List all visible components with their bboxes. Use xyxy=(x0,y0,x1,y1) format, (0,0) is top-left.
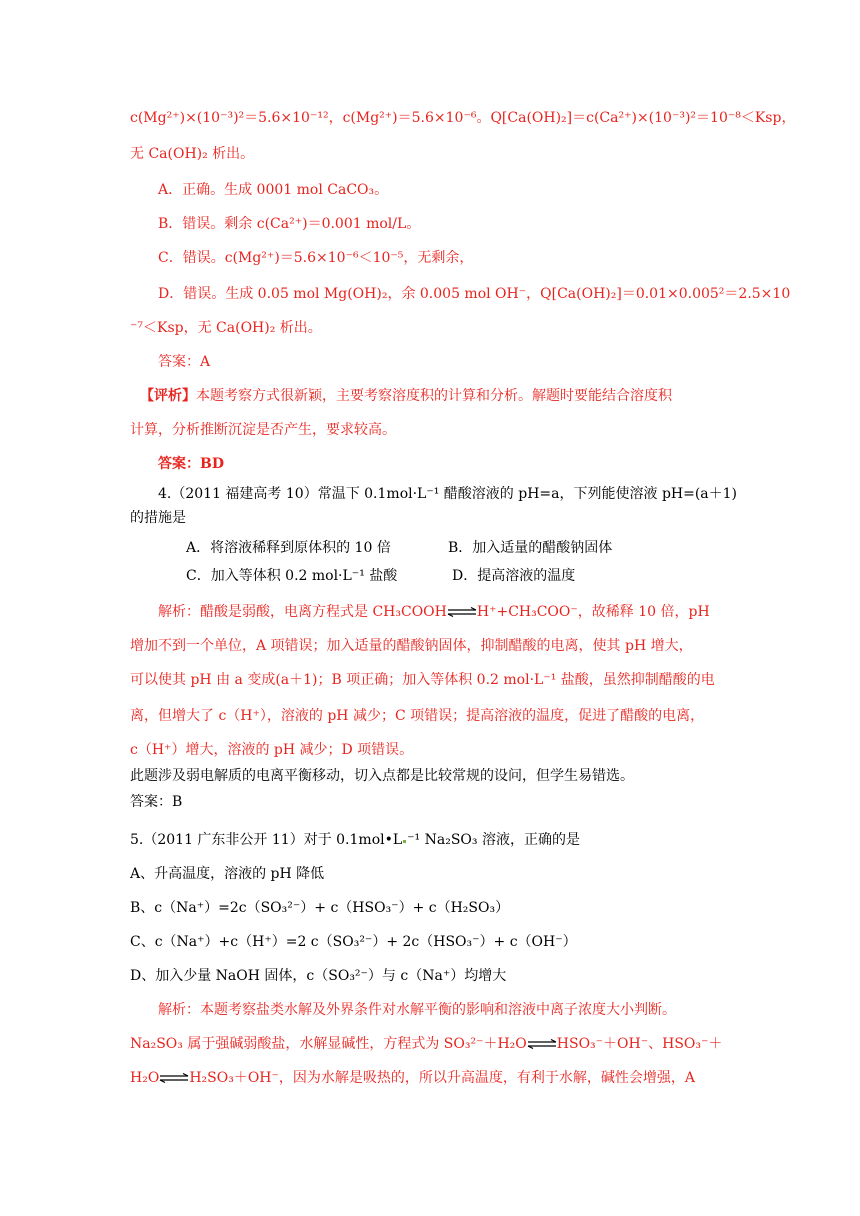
text-line: 可以使其 pH 由 a 变成(a＋1)；B 项正确；加入等体积 0.2 mol·L⁻¹ 盐酸，虽然抑制醋酸的电 xyxy=(130,672,715,688)
analysis-line xyxy=(130,1034,722,1054)
question-4-option-b: B．加入适量的醋酸钠固体 xyxy=(448,540,613,556)
option-d-explanation: D．错误。生成 0.05 mol Mg(OH)₂，余 0.005 mol OH⁻，Q[Ca(OH)₂]＝0.01×0.005²＝2.5×10 xyxy=(158,286,791,302)
question-5-stem xyxy=(130,830,580,850)
equilibrium-arrow-icon xyxy=(159,1073,189,1083)
question-5-option-d: D、加入少量 NaOH 固体，c（SO₃²⁻）与 c（Na⁺）均增大 xyxy=(130,968,507,984)
question-5-text: ⁻¹ Na₂SO₃ 溶液，正确的是 xyxy=(407,832,580,848)
equilibrium-arrow-icon xyxy=(447,607,477,617)
text-line: 的措施是 xyxy=(130,510,186,526)
option-b-explanation: B．错误。剩余 c(Ca²⁺)＝0.001 mol/L。 xyxy=(158,216,421,232)
analysis-line xyxy=(130,1068,695,1088)
question-4-option-c: C．加入等体积 0.2 mol·L⁻¹ 盐酸 xyxy=(186,568,398,584)
text-line: 增加不到一个单位，A 项错误；加入适量的醋酸钠固体，抑制醋酸的电离，使其 pH 增大， xyxy=(130,638,693,654)
text-line: 离，但增大了 c（H⁺），溶液的 pH 减少；C 项错误；提高溶液的温度，促进了醋酸的电离， xyxy=(130,708,705,724)
text-line: c（H⁺）增大，溶液的 pH 减少；D 项错误。 xyxy=(130,742,414,758)
question-4-option-d: D．提高溶液的温度 xyxy=(452,568,576,584)
question-5-text: 5.（2011 广东非公开 11）对于 0.1mol•L xyxy=(130,832,403,848)
equilibrium-arrow-icon xyxy=(527,1039,557,1049)
commentary-tag: 【评析】 xyxy=(140,388,196,404)
answer-line: 答案：A xyxy=(158,354,211,370)
analysis-text: H⁺+CH₃COO⁻，故稀释 10 倍，pH xyxy=(476,604,710,620)
text-line: 此题涉及弱电解质的电离平衡移动，切入点都是比较常规的设问，但学生易错选。 xyxy=(130,768,634,784)
text-line: ⁻⁷＜Ksp，无 Ca(OH)₂ 析出。 xyxy=(130,320,322,336)
option-c-explanation: C．错误。c(Mg²⁺)＝5.6×10⁻⁶＜10⁻⁵，无剩余， xyxy=(158,250,474,266)
analysis-line xyxy=(158,602,710,622)
text-line: 计算，分析推断沉淀是否产生，要求较高。 xyxy=(130,422,396,438)
commentary-line xyxy=(140,386,672,406)
option-a-explanation: A．正确。生成 0001 mol CaCO₃。 xyxy=(158,182,389,198)
analysis-text: H₂O xyxy=(130,1070,160,1086)
answer-line: 答案：B xyxy=(130,794,183,810)
answer-line: 答案：BD xyxy=(158,456,224,472)
analysis-text: 解析：醋酸是弱酸，电离方程式是 CH₃COOH xyxy=(158,604,447,620)
analysis-text: HSO₃⁻＋OH⁻、HSO₃⁻＋ xyxy=(556,1036,723,1052)
commentary-text: 本题考察方式很新颖，主要考察溶度积的计算和分析。解题时要能结合溶度积 xyxy=(196,388,672,404)
analysis-line: 解析：本题考察盐类水解及外界条件对水解平衡的影响和溶液中离子浓度大小判断。 xyxy=(158,1002,676,1018)
text-line: c(Mg²⁺)×(10⁻³)²＝5.6×10⁻¹²，c(Mg²⁺)＝5.6×10⁻⁶。Q[Ca(OH)₂]＝c(Ca²⁺)×(10⁻³)²＝10⁻⁸＜Ksp， xyxy=(130,110,796,126)
analysis-text: Na₂SO₃ 属于强碱弱酸盐，水解显碱性，方程式为 SO₃²⁻＋H₂O xyxy=(130,1036,527,1052)
question-5-option-a: A、升高温度，溶液的 pH 降低 xyxy=(130,866,325,882)
analysis-text: H₂SO₃＋OH⁻，因为水解是吸热的，所以升高温度，有利于水解，碱性会增强，A xyxy=(189,1070,695,1086)
text-line: 无 Ca(OH)₂ 析出。 xyxy=(130,146,255,162)
marker-dot-icon xyxy=(403,840,406,843)
question-5-option-b: B、c（Na⁺）=2c（SO₃²⁻）+ c（HSO₃⁻）+ c（H₂SO₃） xyxy=(130,900,510,916)
question-5-option-c: C、c（Na⁺）+c（H⁺）=2 c（SO₃²⁻）+ 2c（HSO₃⁻）+ c（OH⁻） xyxy=(130,934,577,950)
question-4-option-a: A．将溶液稀释到原体积的 10 倍 xyxy=(186,540,391,556)
question-4-stem: 4.（2011 福建高考 10）常温下 0.1mol·L⁻¹ 醋酸溶液的 pH=a，下列能使溶液 pH=(a＋1) xyxy=(158,486,738,502)
